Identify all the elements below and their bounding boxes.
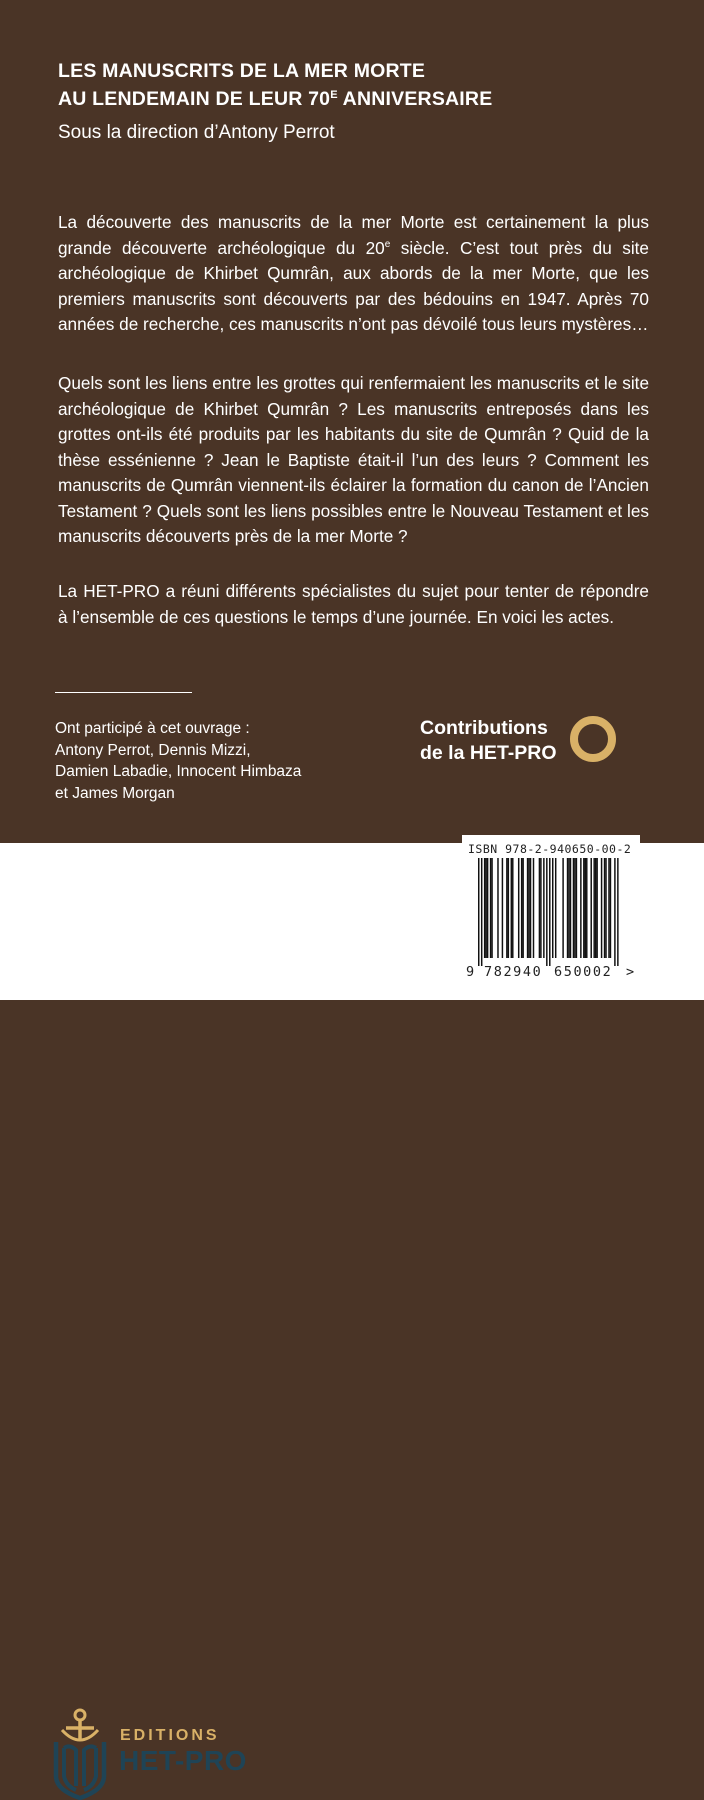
paragraph-1-text-rest: siècle. C’est tout près du site archéologique de Khirbet Qumrân, aux abords de la mer Morte, que les premiers manuscrits sont découverts par des bédouins en 1947. Après 70 années de recherche, ces manuscrits n’ont pas dévoilé tous leurs mystères… — [58, 237, 649, 334]
barcode-bar — [576, 858, 577, 958]
barcode-bar — [567, 858, 568, 958]
series-ring-icon — [570, 716, 616, 762]
barcode-bar — [539, 858, 540, 958]
title-line-1: LES MANUSCRITS DE LA MER MORTE — [58, 60, 426, 82]
contributors-list — [55, 740, 385, 805]
barcode-bar — [508, 858, 509, 958]
back-cover — [0, 0, 704, 843]
contributors-heading: Ont participé à cet ouvrage : — [55, 720, 250, 737]
barcode-bar — [580, 858, 581, 958]
publisher-label: EDITIONS — [120, 1727, 220, 1744]
barcode-bar — [601, 858, 602, 958]
paragraph-1-text: La découverte des manuscrits de la mer Morte est certainement la plus grande découverte archéologique du 20 — [58, 212, 649, 258]
barcode-bar — [595, 858, 596, 958]
barcode-bar — [540, 858, 541, 958]
barcode-bar — [490, 858, 491, 958]
barcode-bar — [590, 858, 591, 958]
barcode-bar — [605, 858, 606, 958]
barcode-bar — [617, 858, 618, 966]
barcode-bar — [530, 858, 531, 958]
ean-left-digits: 782940 — [484, 964, 543, 980]
barcode-bar — [552, 858, 553, 958]
barcode-bar — [583, 858, 584, 958]
title-line-2-superscript: E — [330, 89, 338, 101]
series-label-line-2: de la HET-PRO — [420, 742, 557, 764]
barcode-bar — [573, 858, 574, 958]
ean-first-digit: 9 — [466, 964, 475, 980]
barcode-bar — [533, 858, 534, 958]
barcode-bar — [555, 858, 556, 958]
barcode-bar — [487, 858, 488, 958]
barcode-bar — [614, 858, 615, 966]
barcode-bar — [502, 858, 503, 958]
title-line-2 — [58, 88, 492, 111]
barcode-bar — [528, 858, 529, 958]
barcode-bar — [546, 858, 547, 966]
summary-paragraph-2: Quels sont les liens entre les grottes qui renfermaient les manuscrits et le site archéologique de Khirbet Qumrân ? Les manuscrits entreposés dans les grottes ont-ils été produits par les habitants du site de Qumrân ? Quid de la thèse essénienne ? Jean le Baptiste était-il l’un des leurs ? Comment les manuscrits de Qumrân viennent-ils éclairer la formation du canon de l’Ancien Testament ? Quels sont les liens possibles entre le Nouveau Testament et les manuscrits découverts près de la mer Morte ? — [58, 373, 649, 546]
barcode-bar — [497, 858, 498, 958]
ean-quiet-zone-marker: > — [626, 964, 635, 980]
barcode-bar — [511, 858, 512, 958]
series-label-line-1: Contributions — [420, 717, 548, 739]
barcode-bar — [568, 858, 569, 958]
barcode-bar — [610, 858, 611, 958]
contributors-line: Damien Labadie, Innocent Himbaza — [55, 763, 302, 780]
barcode-bar — [543, 858, 544, 958]
subtitle: Sous la direction d’Antony Perrot — [58, 122, 335, 143]
barcode-bar — [481, 858, 482, 966]
contributors-line: Antony Perrot, Dennis Mizzi, — [55, 741, 251, 759]
barcode-bar — [604, 858, 605, 958]
barcode-bar — [484, 858, 485, 958]
barcode-bar — [518, 858, 519, 958]
title-line-2-suffix: ANNIVERSAIRE — [337, 88, 493, 110]
barcode-bar — [512, 858, 513, 958]
title-line-2-text: AU LENDEMAIN DE LEUR 70 — [58, 88, 331, 110]
contributors-line: et James Morgan — [55, 784, 175, 802]
barcode-bar — [485, 858, 486, 958]
century-superscript: e — [384, 238, 391, 250]
publisher-emblem-icon — [52, 1706, 108, 1800]
barcode-bar — [608, 858, 609, 958]
barcode-bar — [596, 858, 597, 958]
publisher-name: HET-PRO — [119, 1745, 247, 1776]
ean-right-digits: 650002 — [554, 964, 613, 980]
barcode-bar — [570, 858, 571, 958]
barcode-bar — [562, 858, 563, 958]
barcode-bar — [586, 858, 587, 958]
barcode-bar — [574, 858, 575, 958]
barcode-bar — [478, 858, 479, 966]
barcode-bar — [593, 858, 594, 958]
summary-paragraph-3: La HET-PRO a réuni différents spécialistes du sujet pour tenter de répondre à l’ensemble de ces questions le temps d’une journée. En voici les actes. — [58, 581, 649, 627]
barcode-bar — [506, 858, 507, 958]
barcode-bar — [549, 858, 550, 966]
barcode-bar — [585, 858, 586, 958]
barcode-bar — [491, 858, 492, 958]
barcode-bar — [522, 858, 523, 958]
isbn-text: ISBN 978-2-940650-00-2 — [468, 842, 632, 856]
divider — [55, 692, 192, 693]
barcode-bar — [527, 858, 528, 958]
series-label — [420, 716, 557, 766]
ean-barcode — [478, 858, 626, 970]
summary-paragraph-1 — [58, 210, 649, 338]
barcode-bar — [521, 858, 522, 958]
